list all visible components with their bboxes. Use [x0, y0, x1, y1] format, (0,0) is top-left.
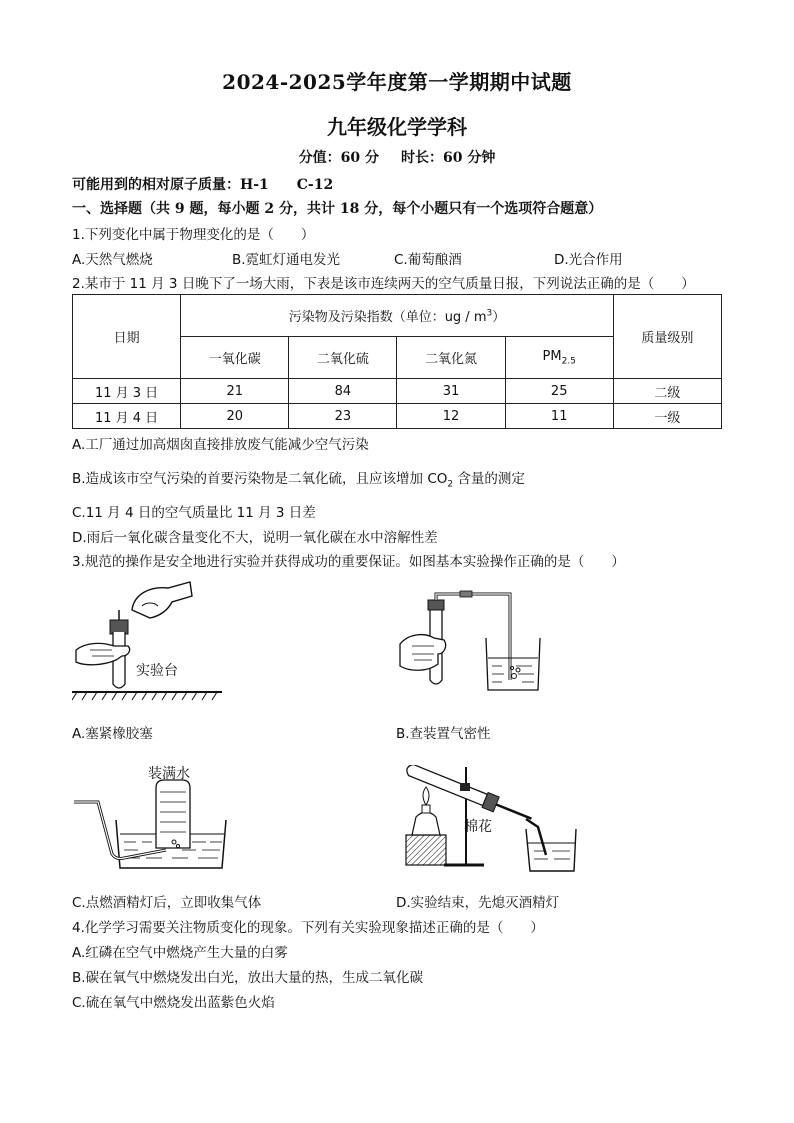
- table-header-date: 日期: [73, 295, 181, 379]
- fig-c-label: 装满水: [148, 766, 190, 782]
- fig-d-label: 棉花: [464, 819, 492, 835]
- exam-meta: [0, 147, 794, 167]
- q3-option-d[interactable]: D.实验结束，先熄灭酒精灯: [396, 895, 560, 911]
- q4-option-b[interactable]: B.碳在氧气中燃烧发出白光，放出大量的热，生成二氧化碳: [72, 970, 424, 986]
- air-quality-table: [72, 294, 722, 429]
- pm-label: PM: [542, 348, 562, 364]
- q3-stem: 3.规范的操作是安全地进行实验并获得成功的重要保证。如图基本实验操作正确的是（ ）: [72, 554, 625, 570]
- table-header-pollutant: [181, 295, 614, 337]
- atomic-mass-label: 可能用到的相对原子质量：: [72, 177, 240, 193]
- q1-stem: 1.下列变化中属于物理变化的是（ ）: [72, 227, 315, 243]
- q2-option-b-text: B.造成该市空气污染的首要污染物是二氧化硫，且应该增加 CO: [72, 471, 448, 487]
- q3-option-a[interactable]: A.塞紧橡胶塞: [72, 726, 153, 742]
- table-cell-pm: 25: [505, 379, 613, 404]
- q1-option-b[interactable]: B.霓虹灯通电发光: [232, 252, 341, 268]
- table-col-pm: [505, 337, 613, 379]
- pollutant-header-text: 污染物及污染指数（单位：ug / m: [288, 310, 487, 325]
- atomic-mass-c: C-12: [296, 177, 334, 193]
- table-col-co: 一氧化碳: [181, 337, 289, 379]
- q2-option-b[interactable]: [72, 467, 525, 490]
- q4-option-a[interactable]: A.红磷在空气中燃烧产生大量的白雾: [72, 945, 288, 961]
- pollutant-header-sup: 3: [486, 308, 493, 319]
- exam-title: 2024-2025学年度第一学期期中试题: [222, 70, 572, 94]
- table-cell-date: 11 月 3 日: [73, 379, 181, 404]
- table-cell-grade: 一级: [613, 404, 721, 429]
- q2-option-c[interactable]: C.11 月 4 日的空气质量比 11 月 3 日差: [72, 505, 316, 521]
- table-cell-so2: 23: [289, 404, 397, 429]
- score-text: 分值：60 分: [298, 150, 379, 166]
- table-cell-co: 21: [181, 379, 289, 404]
- table-cell-pm: 11: [505, 404, 613, 429]
- table-cell-so2: 84: [289, 379, 397, 404]
- q2-option-b-sub: 2: [447, 479, 454, 490]
- table-col-no2: 二氧化氮: [397, 337, 505, 379]
- atomic-mass-line: [72, 174, 333, 194]
- pm-sub: 2.5: [561, 356, 576, 367]
- table-cell-no2: 31: [397, 379, 505, 404]
- q1-option-a[interactable]: A.天然气燃烧: [72, 252, 153, 268]
- exam-subtitle: 九年级化学学科: [327, 115, 467, 139]
- fig-a-label: 实验台: [136, 663, 178, 679]
- pollutant-header-end: ）: [492, 310, 506, 325]
- q2-stem: 2.某市于 11 月 3 日晚下了一场大雨，下表是该市连续两天的空气质量日报，下列说法正确的是（ ）: [72, 276, 695, 292]
- q2-option-d[interactable]: D.雨后一氧化碳含量变化不大，说明一氧化碳在水中溶解性差: [72, 530, 438, 546]
- duration-text: 时长：60 分钟: [401, 150, 496, 166]
- q1-option-d[interactable]: D.光合作用: [554, 252, 623, 268]
- q1-options: [0, 248, 794, 268]
- table-row: [73, 404, 722, 429]
- table-col-so2: 二氧化硫: [289, 337, 397, 379]
- section-heading: 一、选择题（共 9 题，每小题 2 分，共计 18 分，每个小题只有一个选项符合题意）: [72, 201, 603, 217]
- q4-option-c[interactable]: C.硫在氧气中燃烧发出蓝紫色火焰: [72, 995, 275, 1011]
- table-cell-grade: 二级: [613, 379, 721, 404]
- q2-option-b-end: 含量的测定: [453, 471, 525, 487]
- table-row: [73, 379, 722, 404]
- q4-stem: 4.化学学习需要关注物质变化的现象。下列有关实验现象描述正确的是（ ）: [72, 920, 544, 936]
- q2-option-a[interactable]: A.工厂通过加高烟囱直接排放废气能减少空气污染: [72, 437, 369, 453]
- q3-option-b[interactable]: B.查装置气密性: [396, 726, 491, 742]
- atomic-mass-h: H-1: [240, 177, 269, 193]
- table-header-grade: 质量级别: [613, 295, 721, 379]
- table-cell-co: 20: [181, 404, 289, 429]
- q3-option-c[interactable]: C.点燃酒精灯后，立即收集气体: [72, 895, 262, 911]
- table-cell-date: 11 月 4 日: [73, 404, 181, 429]
- fig-b-airtightness-illustration: [398, 588, 548, 696]
- q1-option-c[interactable]: C.葡萄酿酒: [394, 252, 462, 268]
- fig-a-stopper-illustration: [72, 580, 222, 705]
- table-cell-no2: 12: [397, 404, 505, 429]
